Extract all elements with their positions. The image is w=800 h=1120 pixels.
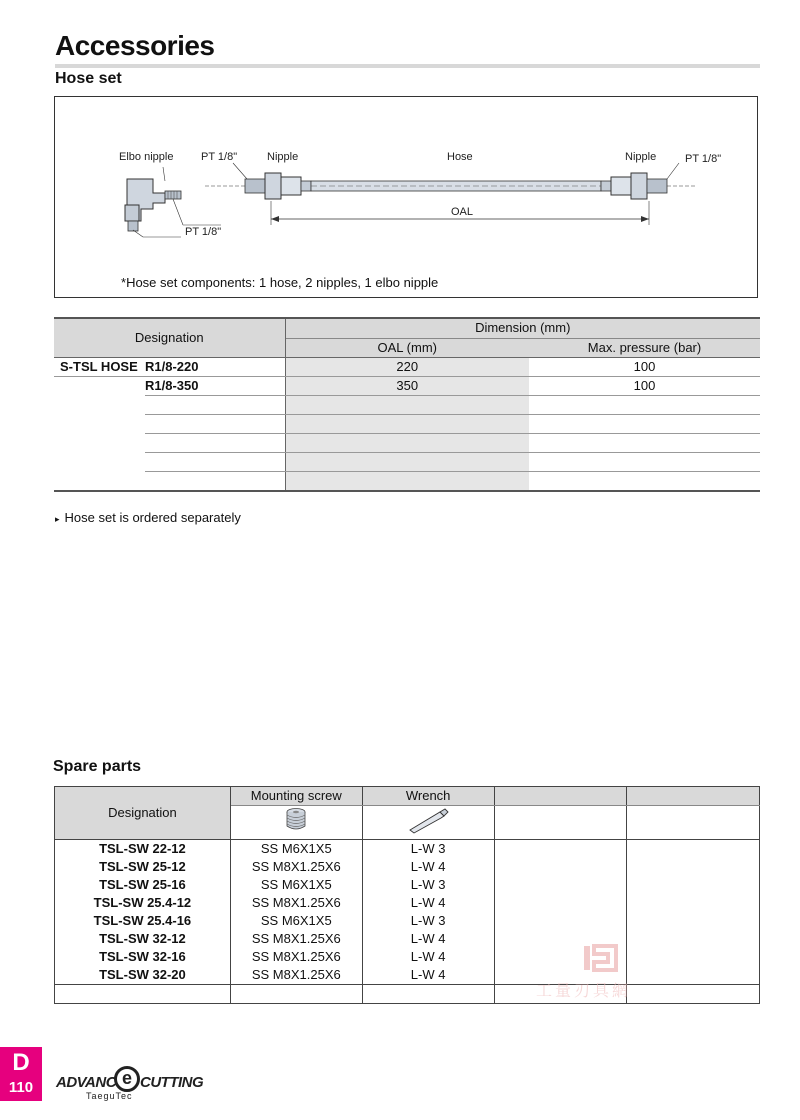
- watermark: [536, 942, 666, 1012]
- table-row: [55, 876, 760, 894]
- empty-row: [54, 396, 760, 415]
- hose-label: Hose: [447, 151, 473, 163]
- hose-assembly-drawing: [55, 97, 757, 297]
- section-letter: D: [12, 1049, 30, 1076]
- table-row: [55, 858, 760, 876]
- logo-text-left: ADVANC: [56, 1074, 117, 1091]
- footnote-marker: *: [121, 275, 127, 290]
- table-row: [54, 358, 760, 377]
- hose-col-designation: Designation: [54, 318, 285, 358]
- hose-order-note: [55, 510, 241, 525]
- watermark-text: 工量刃具網: [536, 981, 632, 1000]
- spare-wrench: L-W 4: [362, 894, 494, 912]
- screw-icon: [281, 806, 311, 834]
- footnote-text: Hose set components: 1 hose, 2 nipples, 1 elbo nipple: [126, 275, 439, 290]
- spare-col-empty-1: [494, 787, 627, 806]
- empty-row: [54, 472, 760, 492]
- title-divider: [55, 64, 760, 68]
- section-tab: [0, 1047, 42, 1101]
- spare-screw: SS M8X1.25X6: [230, 966, 362, 985]
- spare-screw: SS M8X1.25X6: [230, 858, 362, 876]
- hose-col-oal: OAL (mm): [285, 338, 529, 358]
- spare-screw: SS M8X1.25X6: [230, 948, 362, 966]
- hose-col-pressure: Max. pressure (bar): [529, 338, 760, 358]
- spare-wrench: L-W 3: [362, 876, 494, 894]
- spare-designation: TSL-SW 22-12: [55, 840, 231, 859]
- hose-order-note-text: Hose set is ordered separately: [64, 510, 241, 525]
- spare-col-screw: Mounting screw: [230, 787, 362, 806]
- watermark-logo-icon: [578, 942, 628, 974]
- spare-designation: TSL-SW 32-16: [55, 948, 231, 966]
- spare-wrench: L-W 3: [362, 840, 494, 859]
- hose-set-heading: Hose set: [55, 70, 122, 87]
- hose-oal: 350: [285, 377, 529, 396]
- oal-label: OAL: [451, 206, 474, 218]
- spare-screw: SS M6X1X5: [230, 912, 362, 930]
- spare-wrench: L-W 4: [362, 966, 494, 985]
- nipple-label-left: Nipple: [267, 151, 299, 163]
- spare-screw: SS M8X1.25X6: [230, 930, 362, 948]
- spare-designation: TSL-SW 25-16: [55, 876, 231, 894]
- spare-designation: TSL-SW 25-12: [55, 858, 231, 876]
- spare-screw: SS M6X1X5: [230, 840, 362, 859]
- hose-set-table: [54, 317, 760, 492]
- logo-e-icon: e: [114, 1066, 140, 1092]
- hose-oal: 220: [285, 358, 529, 377]
- right-nipple-icon: [601, 173, 667, 199]
- spare-screw: SS M8X1.25X6: [230, 894, 362, 912]
- brand-logo: [56, 1068, 206, 1106]
- spare-wrench: L-W 4: [362, 858, 494, 876]
- page-title: Accessories: [55, 30, 215, 61]
- hose-pressure: 100: [529, 377, 760, 396]
- hose-prefix: [54, 377, 145, 396]
- hose-code: R1/8-350: [145, 377, 285, 396]
- spare-col-empty-2: [627, 787, 760, 806]
- elbo-nipple-label: Elbo nipple: [119, 151, 174, 163]
- spare-wrench: L-W 3: [362, 912, 494, 930]
- spare-designation: TSL-SW 25.4-12: [55, 894, 231, 912]
- spare-col-wrench: Wrench: [362, 787, 494, 806]
- pt-label-elbo: PT 1/8": [185, 226, 222, 238]
- left-nipple-icon: [245, 173, 311, 199]
- hose-set-diagram: [54, 96, 758, 298]
- hose-pressure: 100: [529, 358, 760, 377]
- hose-col-dimension: Dimension (mm): [285, 318, 760, 338]
- elbo-nipple-icon: [125, 179, 181, 231]
- note-arrow-icon: ▸: [55, 514, 60, 524]
- pt-label-left: PT 1/8": [201, 151, 238, 163]
- table-row: [55, 912, 760, 930]
- hose-set-footnote: [121, 275, 438, 290]
- page-number: 110: [8, 1079, 34, 1096]
- empty-row: [54, 434, 760, 453]
- spare-parts-heading: Spare parts: [53, 758, 142, 775]
- spare-designation: TSL-SW 32-12: [55, 930, 231, 948]
- table-row: [55, 840, 760, 859]
- empty-row: [54, 415, 760, 434]
- spare-designation: TSL-SW 32-20: [55, 966, 231, 985]
- table-row: [54, 377, 760, 396]
- empty-row: [54, 453, 760, 472]
- table-row: [55, 894, 760, 912]
- spare-screw: SS M6X1X5: [230, 876, 362, 894]
- spare-wrench: L-W 4: [362, 948, 494, 966]
- spare-designation: TSL-SW 25.4-16: [55, 912, 231, 930]
- hose-code: R1/8-220: [145, 358, 285, 377]
- hose-prefix: S-TSL HOSE: [54, 358, 145, 377]
- logo-text-right: CUTTING: [140, 1074, 204, 1091]
- spare-col-designation: Designation: [55, 787, 231, 840]
- hex-key-icon: [406, 806, 450, 834]
- pt-label-right: PT 1/8": [685, 153, 722, 165]
- nipple-label-right: Nipple: [625, 151, 657, 163]
- logo-subtext: TaeguTec: [86, 1091, 133, 1101]
- spare-wrench: L-W 4: [362, 930, 494, 948]
